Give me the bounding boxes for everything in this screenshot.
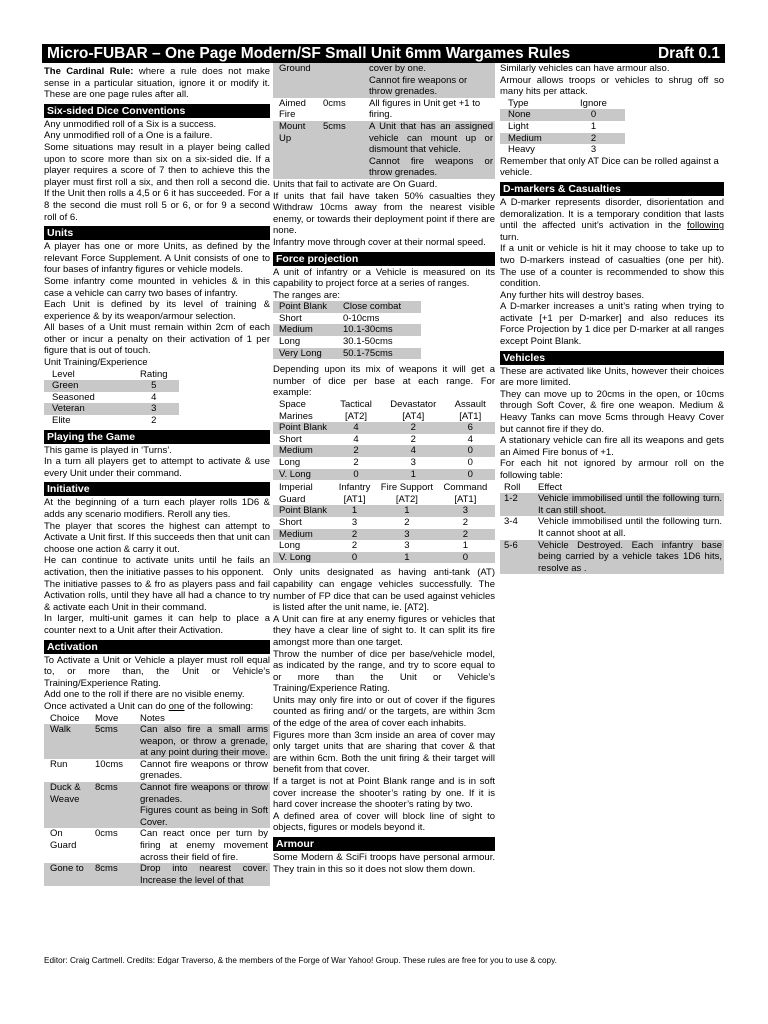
table-row: Long 2 3 1 (279, 540, 468, 552)
table-row: Medium 10.1-30cms (273, 324, 421, 336)
table-row: V. Long 0 1 0 (273, 469, 495, 481)
vehicles-para: For each hit not ignored by armour roll on the following table: (500, 458, 724, 481)
heading-units: Units (44, 226, 270, 240)
table-row: Heavy 3 (508, 144, 597, 156)
table-row: Aimed Fire 0cms All figures in Unit get +1 to firing. (279, 97, 481, 121)
table-header: Roll Effect (504, 481, 563, 493)
vehicles-para: A stationary vehicle can fire all its weapons and gets an Aimed Fire bonus of +1. (500, 435, 724, 458)
heading-initiative: Initiative (44, 482, 270, 496)
training-caption: Unit Training/Experience (44, 357, 148, 369)
table-row: Walk 5cms Can also fire a small arms weapon, or throw a grenade, at any point during their move. (44, 724, 270, 759)
force-para: A Unit can fire at any enemy figures or vehicles that they have a clear line of sight to. It can split its fire amongst more than one target. (273, 613, 495, 648)
table-header: Type Ignore (508, 97, 607, 109)
table-row: Ground cover by one. Cannot fire weapons or throw grenades. (273, 63, 495, 98)
activation-once: Once activated a Unit can do one of the following: (44, 700, 254, 712)
dmarkers-para: Any further hits will destroy bases. (500, 289, 645, 301)
vehicles-para: These are activated like Units, however their choices are more limited. (500, 365, 724, 389)
force-dep: Depending upon its mix of weapons it will get a number of dice per base at each range. For example: (273, 364, 495, 399)
table-row: Long 2 3 0 (279, 457, 473, 468)
vehicle-damage-table (500, 482, 724, 575)
column-2 (273, 63, 495, 875)
force-para: Throw the number of dice per base/vehicle model, as indicated by the range, and try to score equal to or more than the Unit or Vehicle’s Training/Experience Rating. (273, 648, 495, 695)
activation-para: To Activate a Unit or Vehicle a player must roll equal to, or more than, the Unit or Vehicle’s Training/Experience Rating. (44, 654, 270, 689)
table-row: Long 30.1-50cms (279, 336, 393, 348)
dice-line: Some situations may result in a player being called upon to score more than six on a six-sided die. If a player requires a score of 7 then to achieve this the player must first roll a six, and then roll a second die. If the Unit then rolls a 4,5 or 6 it has succeeded. For a 8 the second die must roll 5 or 6, or for 9 a second roll of 6. (44, 141, 271, 223)
playing-para: In a turn all players get to attempt to activate & use every Unit under their command. (44, 456, 270, 479)
heading-dice: Six-sided Dice Conventions (44, 104, 270, 118)
vehicles-para: They can move up to 20cms in the open, or 10cms through Soft Cover, & fire one weapon. Medium & Heavy Tanks can move 5cms through Heavy Cover but cannot fire if they do. (500, 388, 724, 435)
page-title: Micro-FUBAR – One Page Modern/SF Small Unit 6mm Wargames Rules Draft 0.1 (42, 44, 725, 63)
heading-armour: Armour (273, 837, 495, 851)
activation-after: Infantry move through cover at their normal speed. (273, 236, 486, 248)
table-row: Point Blank 4 2 6 (273, 422, 495, 434)
activation-after: If units that fail have taken 50% casualties they Withdraw 10cms away from the nearest visible enemy, or towards their deployment point if there are none. (273, 190, 495, 237)
table-row: V. Long 0 1 0 (273, 552, 495, 564)
initiative-para: The player that scores the highest can attempt to Activate a Unit first. If this succeeds then that unit can choose one action & carry it out. (44, 520, 270, 555)
column-3 (500, 63, 724, 574)
units-para: Some infantry come mounted in vehicles & in this case a vehicle can carry two bases of infantry. (44, 275, 270, 299)
table-row: Short 4 2 4 (279, 433, 473, 445)
initiative-para: The initiative passes to & fro as players pass and fail Activation rolls, until they have all had a chance to try & activate each Unit in their command. (44, 578, 270, 613)
initiative-para: He can continue to activate units until he fails an activation, then the initiative passes to his opponent. (44, 555, 270, 578)
ranges-table (273, 301, 421, 359)
imperial-guard-table (273, 482, 495, 563)
table-row: Point Blank 1 1 3 (273, 505, 495, 517)
armour-after: Remember that only AT Dice can be rolled against a vehicle. (500, 155, 719, 179)
table-header: Level Rating (52, 368, 168, 380)
dice-line: Any unmodified roll of a Six is a success. (44, 118, 217, 130)
heading-dmarkers: D-markers & Casualties (500, 182, 724, 196)
table-row: Medium 2 3 2 (273, 529, 495, 541)
actions-table (44, 713, 270, 887)
table-row: Mount Up 5cms A Unit that has an assigned vehicle can mount up or dismount that vehicle. Cannot fire weapons or throw grenades. (273, 121, 495, 179)
space-marines-table (273, 399, 495, 480)
dmarkers-para: If a unit or vehicle is hit it may choose to take up to two D-markers instead of casualties (one per hit). The use of a counter is recommended to show this condition. (500, 243, 724, 290)
force-intro: A unit of infantry or a Vehicle is measured on its capability to project force at a series of ranges. (273, 266, 495, 290)
footer-credits: Editor: Craig Cartmell. Credits: Edgar Traverso, & the members of the Forge of War Yahoo! Group. These rules are free for you to use & copy. (44, 956, 557, 965)
armour-para: Similarly vehicles can have armour also. (500, 63, 670, 74)
table-row: Duck & Weave 8cms Cannot fire weapons or throw grenades. Figures count as being in Soft Cover. (44, 782, 270, 828)
dmarkers-para: A D-marker increases a unit’s rating when trying to activate [+1 per D-marker] and also reduces its Force Projection by 1 dice per D-marker at all ranges except Point Blank. (500, 301, 724, 348)
units-para: All bases of a Unit must remain within 2cm of each other or incur a penalty on their activation of 1 per figure that is out of touch. (44, 322, 270, 357)
table-row: Run 10cms Cannot fire weapons or throw grenades. (50, 758, 268, 782)
activation-after: Units that fail to activate are On Guard. (273, 178, 438, 190)
armour-table (500, 98, 625, 156)
table-row: 1-2 Vehicle immobilised until the following turn. It can still shoot. (500, 493, 724, 516)
table-row: Elite 2 (52, 415, 157, 427)
armour-para: Armour allows troops or vehicles to shrug off so many hits per attack. (500, 74, 724, 98)
heading-vehicles: Vehicles (500, 351, 724, 365)
table-row: Green 5 (44, 380, 179, 392)
table-row: Short 3 2 2 (279, 516, 468, 528)
dice-line: Any unmodified roll of a One is a failure. (44, 130, 213, 142)
table-row: On Guard 0cms Can react once per turn by firing at enemy movement across their field of fire. (50, 828, 268, 863)
table-row: 3-4 Vehicle immobilised until the following turn. It cannot shoot at all. (504, 516, 722, 539)
heading-playing: Playing the Game (44, 430, 270, 444)
units-para: A player has one or more Units, as defined by the relevant Force Supplement. A Unit consists of one to four bases of infantry figures or vehicle models. (44, 241, 270, 276)
training-table (44, 369, 179, 427)
dmarkers-para: A D-marker represents disorder, disorientation and demoralization. It is a temporary condition that lasts until the affected unit’s activation in the following turn. (500, 196, 724, 243)
force-para: A defined area of cover will block line of sight to objects, figures or models beyond it. (273, 810, 495, 834)
activation-para: Add one to the roll if there are no visible enemy. (44, 689, 245, 701)
heading-activation: Activation (44, 640, 270, 654)
force-para: Units may only fire into or out of cover if the figures counted as firing and/ or the targets, are within 3cm of the edge of the area of cover each inhabits. (273, 694, 495, 730)
table-row: Medium 2 4 0 (273, 445, 495, 457)
table-header: Imperial Guard Infantry [AT1] Fire Support [AT2] Command [AT1] (279, 482, 488, 505)
table-row: Veteran 3 (44, 403, 179, 415)
playing-para: This game is played in ‘Turns’. (44, 444, 172, 456)
ranges-caption: The ranges are: (273, 289, 341, 301)
cardinal-rule: The Cardinal Rule: where a rule does not make sense in a particular situation, ignore it or modify it. These are one page rules after all. (44, 66, 270, 101)
initiative-para: At the beginning of a turn each player rolls 1D6 & adds any scenario modifiers. Reroll any ties. (44, 497, 270, 520)
table-row: None 0 (500, 109, 625, 121)
table-row: Light 1 (508, 120, 597, 132)
table-row: Very Long 50.1-75cms (273, 348, 421, 360)
actions-table-cont (273, 63, 495, 179)
initiative-para: In larger, multi-unit games it can help to place a counter next to a Unit after their Activation. (44, 613, 270, 636)
force-para: If a target is not at Point Blank range and is in soft cover increase the shooter’s rating by one. If it is hard cover increase the shooter’s rating by two. (273, 776, 495, 811)
table-row: Gone to 8cms Drop into nearest cover. Increase the level of that (44, 863, 270, 886)
table-row: 5-6 Vehicle Destroyed. Each infantry base being carried by a vehicle takes 1D6 hits, resolve as . (500, 540, 724, 575)
units-para: Each Unit is defined by its level of training & experience & by its weapon/armour selection. (44, 299, 270, 322)
force-para: Figures more than 3cm inside an area of cover may only target units that are sharing that cover & that are within 6cm. Both the unit firing & their target will benefit from that cover. (273, 729, 495, 776)
draft-label: Draft 0.1 (657, 45, 720, 62)
table-row: Short 0-10cms (279, 312, 380, 324)
column-1 (44, 66, 270, 886)
table-header: Space Marines Tactical [AT2] Devastator [AT4] Assault [AT1] (279, 399, 486, 422)
table-row: Seasoned 4 (52, 391, 157, 403)
force-para: Only units designated as having anti-tank (AT) capability can engage vehicles successfully. The number of FP dice that can be used against vehicles is listed after the unit name, ie. [AT2]. (273, 567, 495, 614)
table-row: Point Blank Close combat (273, 301, 421, 313)
heading-force: Force projection (273, 252, 495, 266)
table-header: Choice Move Notes (50, 712, 165, 724)
table-row: Medium 2 (500, 133, 625, 145)
armour-para: Some Modern & SciFi troops have personal armour. They train in this so it does not slow them down. (273, 852, 495, 875)
